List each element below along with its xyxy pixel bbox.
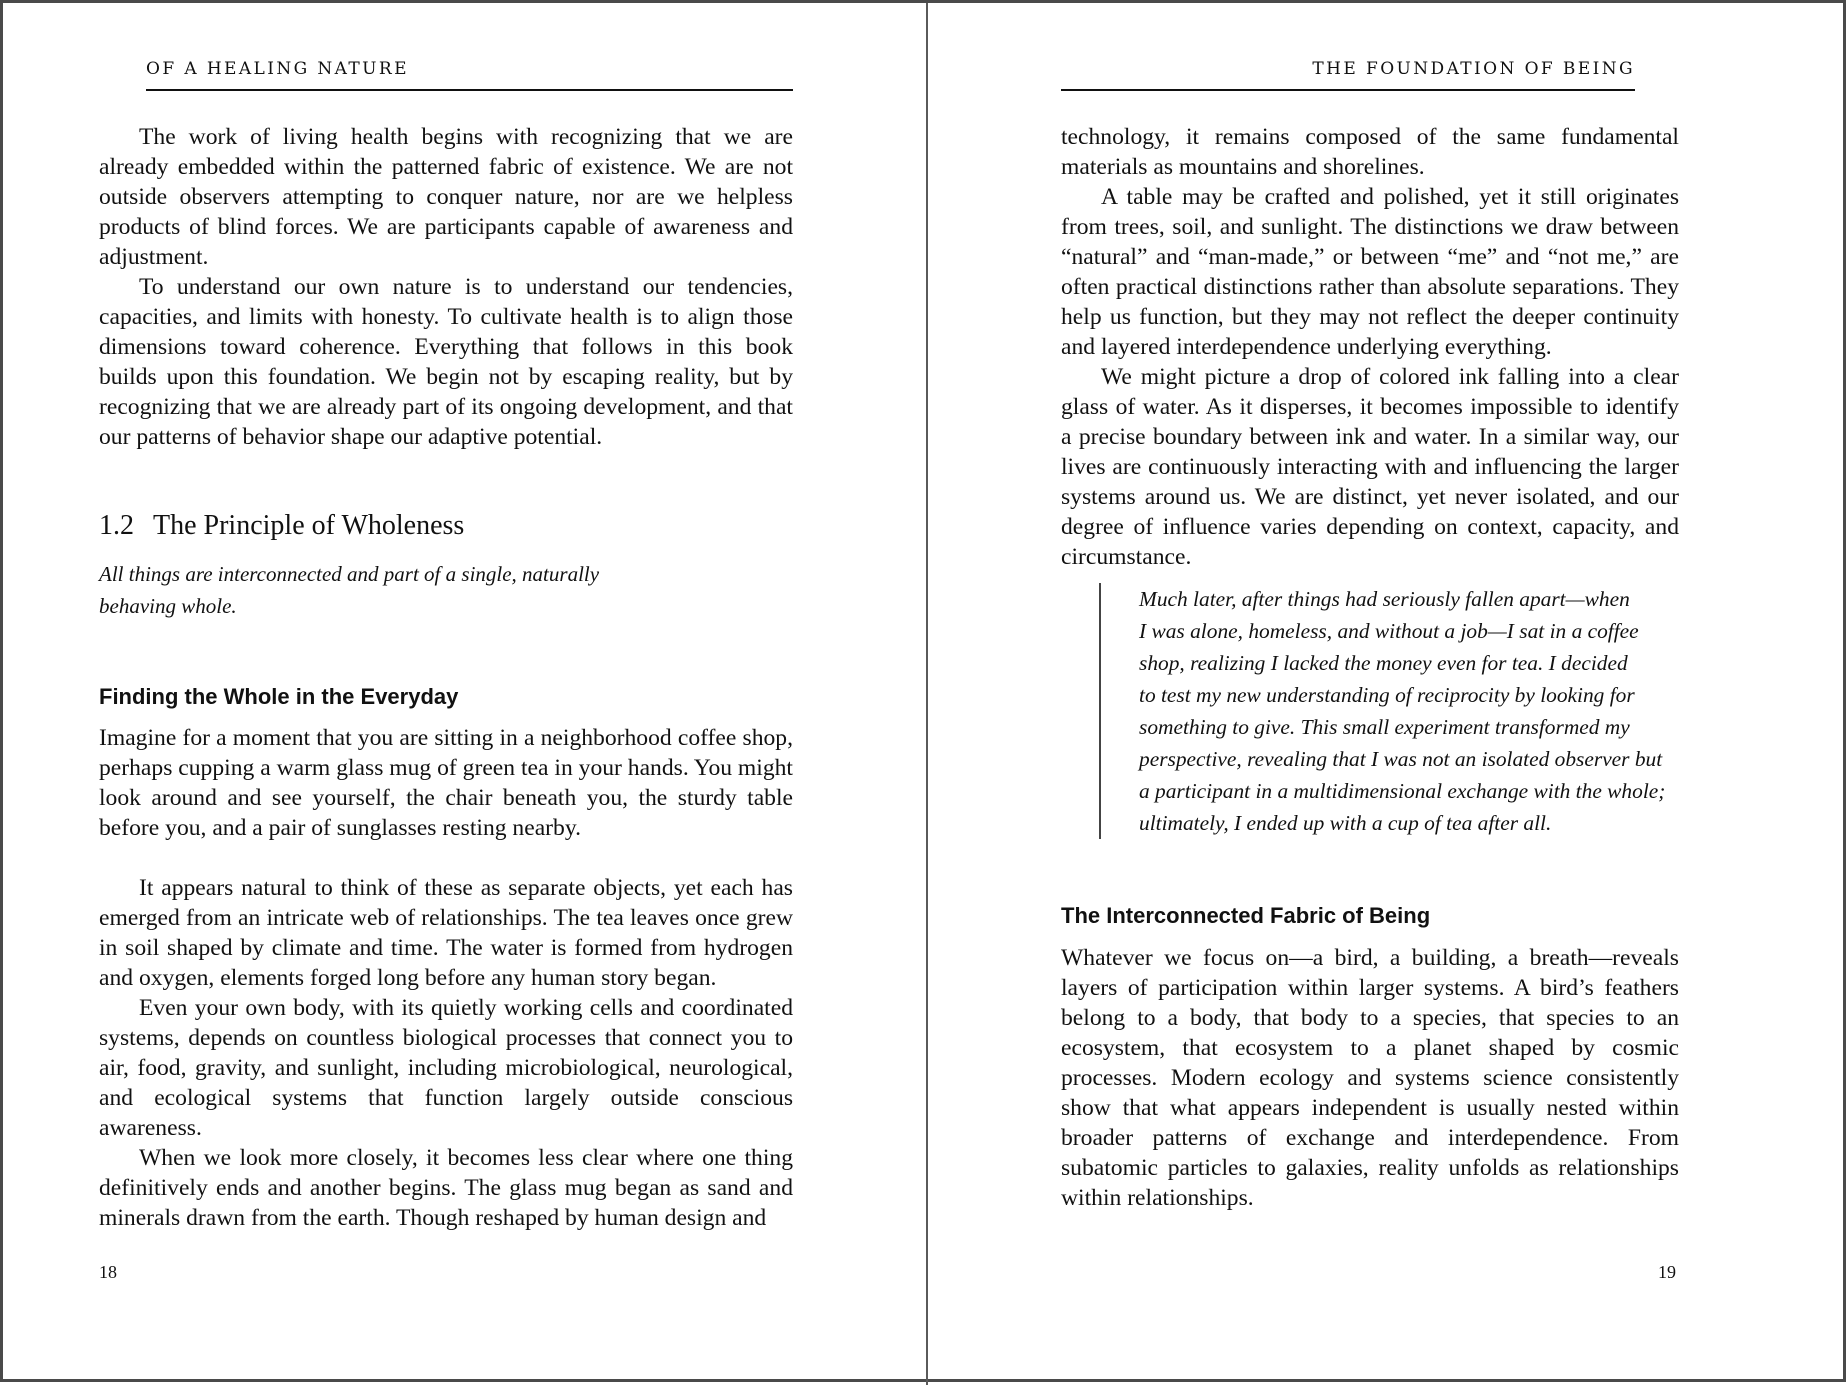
- subsection-heading-left: Finding the Whole in the Everyday: [99, 684, 459, 709]
- paragraph: Whatever we focus on—a bird, a building, a breath—reveals layers of participation within larger systems. A bird’s feathers belong to a body, that body to a species, that species to an ecosystem, that ecosystem to a planet shaped by cosmic processes. Modern ecology and systems science consistently show that what appears independent is usually nested within broader patterns of exchange and interdependence. From subatomic particles to galaxies, reality unfolds as relationships within relationships.: [1061, 945, 1679, 1211]
- right-page: [928, 3, 1846, 1385]
- running-head-left: OF A HEALING NATURE: [146, 59, 409, 79]
- running-head-right: THE FOUNDATION OF BEING: [1312, 59, 1635, 79]
- pull-quote-line: ultimately, I ended up with a cup of tea after all.: [1139, 811, 1552, 835]
- pull-quote: [1099, 583, 1666, 839]
- paragraph: Imagine for a moment that you are sitting in a neighborhood coffee shop, perhaps cupping a warm glass mug of green tea in your hands. You might look around and see yourself, the chair beneath you, the sturdy table before you, and a pair of sunglasses resting nearby.: [99, 725, 793, 841]
- page-number-right: 19: [1658, 1262, 1676, 1282]
- header-rule-left: [146, 89, 793, 91]
- paragraph: When we look more closely, it becomes less clear where one thing definitively ends and another begins. The glass mug began as sand and minerals drawn from the earth. Though reshaped by human design and: [99, 1145, 793, 1231]
- pull-quote-line: shop, realizing I lacked the money even for tea. I decided: [1139, 651, 1628, 675]
- right-subsection-text: [1061, 943, 1679, 1213]
- header-rule-right: [1061, 89, 1635, 91]
- section-heading-block: [99, 509, 799, 543]
- pull-quote-line: a participant in a multidimensional exchange with the whole;: [1139, 779, 1666, 803]
- paragraph: To understand our own nature is to understand our tendencies, capacities, and limits with honesty. To cultivate health is to align those dimensions toward coherence. Everything that follows in this book builds upon this foundation. We begin not by escaping reality, but by recognizing that we are already part of its ongoing development, and that our patterns of behavior shape our adaptive potential.: [99, 274, 793, 450]
- pull-quote-line: perspective, revealing that I was not an isolated observer but: [1139, 747, 1663, 771]
- paragraph: A table may be crafted and polished, yet it still originates from trees, soil, and sunlight. The distinctions we draw between “natural” and “man-made,” or between “me” and “not me,” are often practical distinctions rather than absolute separations. They help us function, but they may not reflect the deeper continuity and layered interdependence underlying everything.: [1061, 184, 1679, 360]
- epigraph-line: behaving whole.: [99, 594, 237, 618]
- paragraph: It appears natural to think of these as separate objects, yet each has emerged from an intricate web of relationships. The tea leaves once grew in soil shaped by climate and time. The water is formed from hydrogen and oxygen, elements forged long before any human story began.: [99, 875, 793, 991]
- section-epigraph: [99, 558, 799, 622]
- paragraph: The work of living health begins with recognizing that we are already embedded within the patterned fabric of existence. We are not outside observers attempting to conquer nature, nor are we helpless products of blind forces. We are participants capable of awareness and adjustment.: [99, 124, 793, 270]
- pull-quote-line: something to give. This small experiment transformed my: [1139, 715, 1630, 739]
- epigraph-line: All things are interconnected and part of a single, naturally: [99, 562, 600, 586]
- paragraph: We might picture a drop of colored ink falling into a clear glass of water. As it disperses, it becomes impossible to identify a precise boundary between ink and water. In a similar way, our lives are continuously interacting with and influencing the larger systems around us. We are distinct, yet never isolated, and our degree of influence varies depending on context, capacity, and circumstance.: [1061, 364, 1679, 570]
- section-heading: [99, 509, 799, 543]
- right-main-text: [1061, 122, 1679, 572]
- subsection-heading-right: The Interconnected Fabric of Being: [1061, 903, 1431, 928]
- pull-quote-line: I was alone, homeless, and without a job—I sat in a coffee: [1139, 619, 1639, 643]
- left-page: [3, 3, 926, 1385]
- left-intro-text: [99, 122, 793, 452]
- pull-quote-line: Much later, after things had seriously fallen apart—when: [1139, 587, 1630, 611]
- page-number-left: 18: [99, 1262, 117, 1282]
- section-title: The Principle of Wholeness: [153, 510, 465, 541]
- pull-quote-line: to test my new understanding of reciprocity by looking for: [1139, 683, 1635, 707]
- left-subsection-text: [99, 723, 793, 1233]
- paragraph: technology, it remains composed of the same fundamental materials as mountains and shorelines.: [1061, 124, 1679, 180]
- paragraph: Even your own body, with its quietly working cells and coordinated systems, depends on countless biological processes that connect you to air, food, gravity, and sunlight, including microbiological, neurological, and ecological systems that function largely outside conscious awareness.: [99, 995, 793, 1141]
- section-number: 1.2: [99, 510, 134, 541]
